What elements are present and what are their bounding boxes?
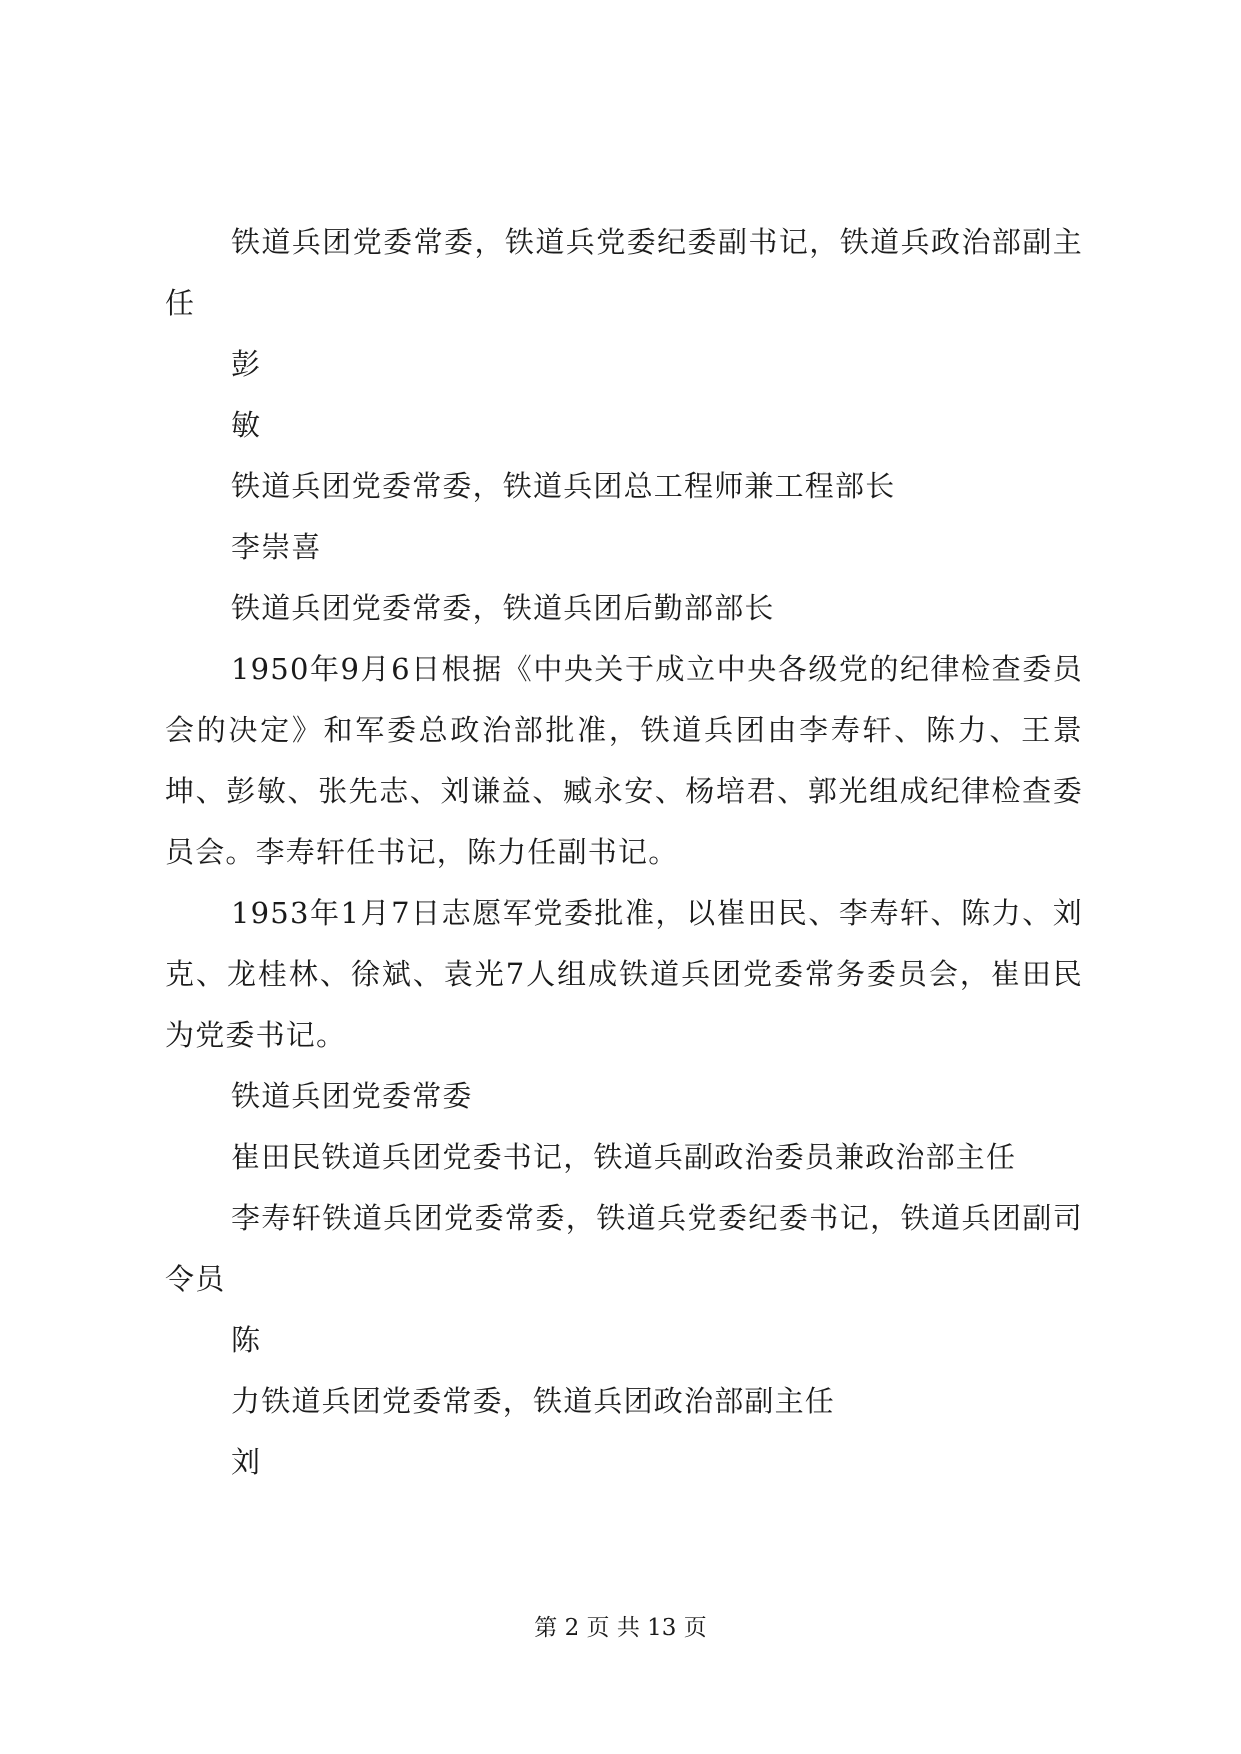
paragraph: 铁道兵团党委常委，铁道兵党委纪委副书记，铁道兵政治部副主任	[165, 225, 1083, 320]
paragraph: 铁道兵团党委常委	[231, 1079, 473, 1113]
page-footer	[0, 1612, 1241, 1644]
paragraph: 力铁道兵团党委常委，铁道兵团政治部副主任	[231, 1384, 836, 1418]
paragraph: 1950年9月6日根据《中央关于成立中央各级党的纪律检查委员会的决定》和军委总政治部批准，铁道兵团由李寿轩、陈力、王景坤、彭敏、张先志、刘谦益、臧永安、杨培君、郭光组成纪律检查委员会。李寿轩任书记，陈力任副书记。	[165, 652, 1083, 869]
paragraph: 铁道兵团党委常委，铁道兵团总工程师兼工程部长	[231, 469, 896, 503]
paragraph: 敏	[231, 408, 262, 442]
paragraph: 李寿轩铁道兵团党委常委，铁道兵党委纪委书记，铁道兵团副司令员	[165, 1201, 1083, 1296]
page-number: 第 2 页 共 13 页	[534, 1615, 707, 1641]
paragraph: 崔田民铁道兵团党委书记，铁道兵副政治委员兼政治部主任	[231, 1140, 1017, 1174]
paragraph: 李崇喜	[231, 530, 322, 564]
paragraph: 刘	[231, 1445, 262, 1479]
paragraph: 铁道兵团党委常委，铁道兵团后勤部部长	[231, 591, 775, 625]
document-body	[165, 212, 1083, 1493]
paragraph: 陈	[231, 1323, 262, 1357]
paragraph: 1953年1月7日志愿军党委批准，以崔田民、李寿轩、陈力、刘克、龙桂林、徐斌、袁光7人组成铁道兵团党委常务委员会，崔田民为党委书记。	[165, 896, 1083, 1052]
paragraph: 彭	[231, 347, 262, 381]
